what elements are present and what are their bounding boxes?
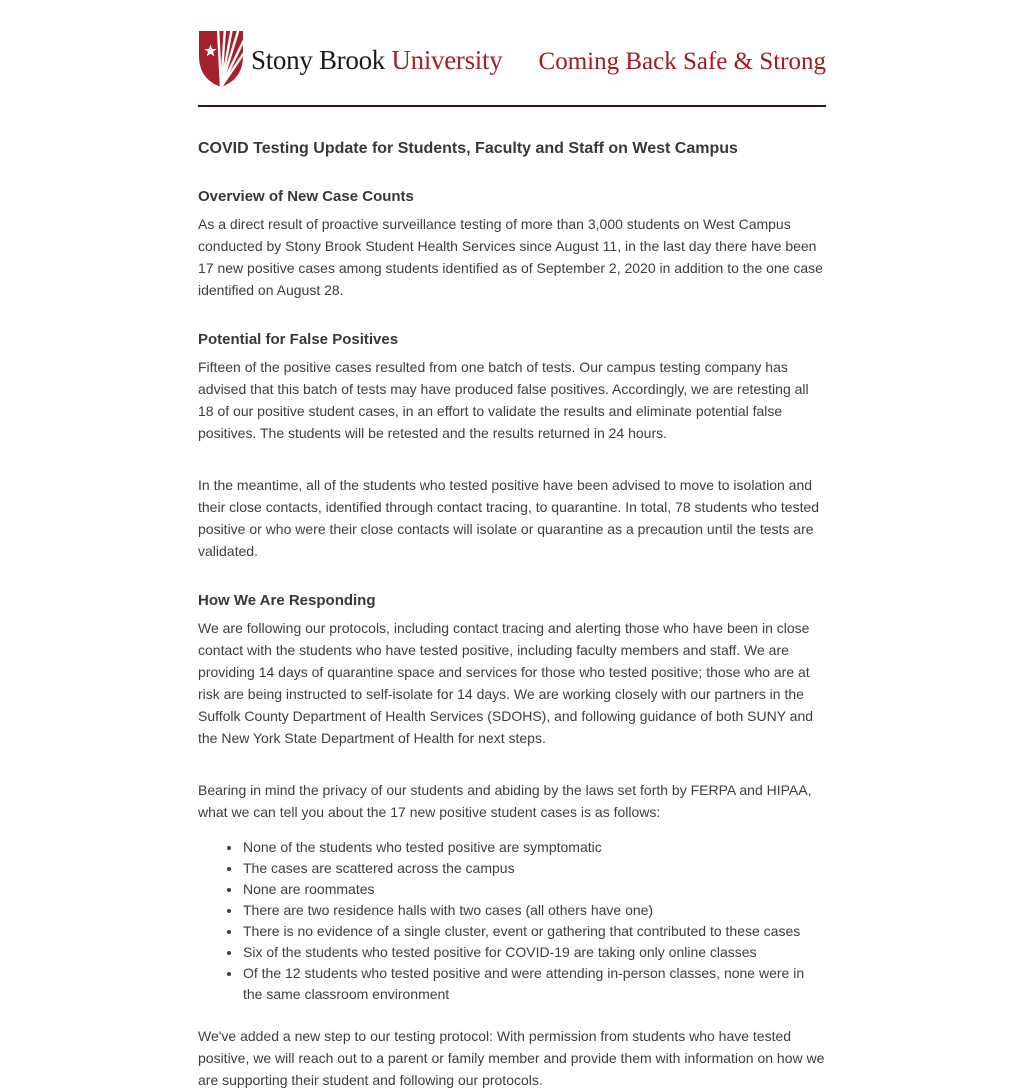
- campaign-tagline: Coming Back Safe & Strong: [538, 48, 826, 75]
- university-wordmark: [251, 43, 502, 76]
- list-item: • None of the students who tested positive are symptomatic: [242, 837, 826, 858]
- list-item: • None are roommates: [242, 879, 826, 900]
- email-page: [198, 0, 826, 1091]
- header-divider: [198, 105, 826, 107]
- list-item: • There is no evidence of a single cluster, event or gathering that contributed to these cases: [242, 921, 826, 942]
- paragraph-false-positives-2: In the meantime, all of the students who tested positive have been advised to move to isolation and their close contacts, identified through contact tracing, to quarantine. In total, 78 students who tested positive or who were their close contacts will isolate or quarantine as a precaution until the tests are validated.: [198, 477, 820, 559]
- paragraph-closing: We've added a new step to our testing protocol: With permission from students who have tested positive, we will reach out to a parent or family member and provide them with information on how we are supporting their student and following our protocols.: [198, 1028, 825, 1088]
- list-item: • Six of the students who tested positive for COVID-19 are taking only online classes: [242, 942, 826, 963]
- section-heading-false-positives: Potential for False Positives: [198, 331, 399, 348]
- shield-icon: [198, 30, 244, 88]
- page-title: COVID Testing Update for Students, Faculty and Staff on West Campus: [198, 140, 738, 157]
- paragraph-response-2: Bearing in mind the privacy of our students and abiding by the laws set forth by FERPA and HIPAA, what we can tell you about the 17 new positive student cases is as follows:: [198, 782, 812, 820]
- email-body: [198, 140, 826, 1091]
- paragraph-response-1: We are following our protocols, including contact tracing and alerting those who have been in close contact with the students who have tested positive, including faculty members and staff. We are providing 14 days of quarantine space and services for those who tested positive; those who are at risk are being instructed to self-isolate for 14 days. We are working closely with our partners in the Suffolk County Department of Health Services (SDOHS), and following guidance of both SUNY and the New York State Department of Health for next steps.: [198, 620, 814, 746]
- stony-brook-logo: [198, 30, 502, 88]
- wordmark-university: University: [391, 44, 503, 75]
- paragraph-false-positives-1: Fifteen of the positive cases resulted from one batch of tests. Our campus testing company has advised that this batch of tests may have produced false positives. Accordingly, we are retesting all 18 of our positive student cases, in an effort to validate the results and eliminate potential false positives. The students will be retested and the results returned in 24 hours.: [198, 359, 809, 441]
- list-item: • There are two residence halls with two cases (all others have one): [242, 900, 826, 921]
- case-facts-list: [198, 837, 826, 1005]
- section-heading-overview: Overview of New Case Counts: [198, 188, 414, 205]
- list-item: • The cases are scattered across the campus: [242, 858, 826, 879]
- paragraph-overview: As a direct result of proactive surveillance testing of more than 3,000 students on West Campus conducted by Stony Brook Student Health Services since August 11, in the last day there have been 17 new positive cases among students identified as of September 2, 2020 in addition to the one case identified on August 28.: [198, 216, 823, 298]
- wordmark-stony-brook: Stony Brook: [251, 44, 385, 75]
- header: [198, 30, 826, 88]
- section-heading-response: How We Are Responding: [198, 592, 376, 609]
- list-item: • Of the 12 students who tested positive and were attending in-person classes, none were in the same classroom environment: [242, 963, 826, 1005]
